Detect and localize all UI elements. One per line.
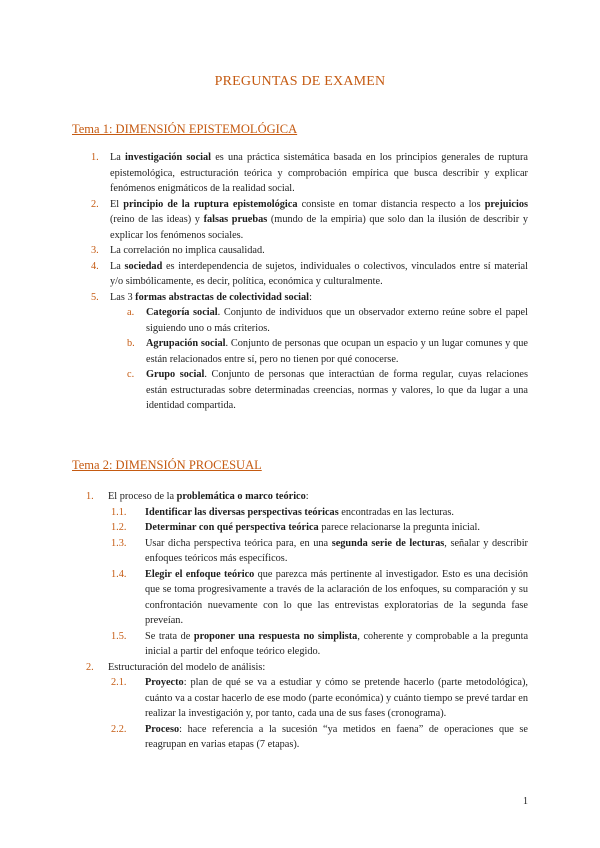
list-marker: 2. <box>91 198 99 210</box>
sublist-marker: 1.5. <box>111 630 127 642</box>
bold-term: Identificar las diversas perspectivas teóricas <box>145 506 339 518</box>
list-marker: 1. <box>86 491 94 502</box>
bold-term: Agrupación social <box>146 338 226 349</box>
sublist-item: 1.2. Determinar con qué perspectiva teórica parece relacionarse la pregunta inicial. <box>145 520 528 536</box>
bold-term: prejuicios <box>484 198 528 210</box>
bold-term: Grupo social <box>146 369 205 380</box>
bold-term: formas abstractas de colectividad social <box>135 291 310 303</box>
tema2-list <box>86 489 529 753</box>
sublist <box>111 505 529 660</box>
sublist-marker: c. <box>127 369 135 380</box>
list-item: 3. La correlación no implica causalidad. <box>110 243 528 259</box>
sublist <box>111 675 528 753</box>
bold-term: Proceso <box>145 723 180 735</box>
sublist <box>127 305 528 414</box>
list-item: 1. La investigación social es una práctica sistemática basada en los principios generales de ruptura epistemológica, estructuración teórica y comprobación empírica que busca describir y explicar fenómenos enigmáticos de la realidad social. <box>91 152 528 194</box>
sublist-item: a. Categoría social. Conjunto de individuos que un observador externo reúne sobre el papel siguiendo uno o más criterios. <box>127 307 528 334</box>
bold-term: problemática o marco teórico <box>176 491 306 502</box>
bold-term: investigación social <box>125 152 212 163</box>
bold-term: Categoría social <box>146 307 218 318</box>
sublist-item: 2.1. Proyecto: plan de qué se va a estudiar y cómo se pretende hacerlo (parte metodológica), cuánto va a costar hacerlo de ese modo (parte económica) y cuánto tiempo se prevé tardar en realizar la investigación y, por tanto, cada una de sus fases (cronograma). <box>111 677 528 719</box>
sublist-marker: 2.2. <box>111 723 127 735</box>
sublist-item: 1.3. Usar dicha perspectiva teórica para, en una segunda serie de lecturas, señalar y describir enfoques teóricos más específicos. <box>111 537 528 564</box>
section-heading-tema2: Tema 2: DIMENSIÓN PROCESUAL <box>72 458 262 472</box>
bold-term: Determinar con qué perspectiva teórica <box>145 522 319 533</box>
bold-term: falsas pruebas <box>203 214 268 225</box>
list-marker: 2. <box>86 661 94 673</box>
sublist-marker: 1.3. <box>111 537 127 549</box>
list-marker: 4. <box>91 260 99 272</box>
bold-term: principio de la ruptura epistemológica <box>123 198 298 210</box>
list-item: 5. Las 3 formas abstractas de colectividad social: a. Categoría social. Conjunto de individuos que un observador externo reúne sobre el papel siguiendo uno o más criterios. b. Agrupación social. Conjunto de personas que ocupan un espacio y un lugar comunes y que están relacionados entre sí, pero no tienen por qué conocerse. c. Grupo social. Conjunto de personas que interactúan de forma regular, cuyas relaciones están estructuradas sobre determinadas creencias, normas y valores, lo que da lugar a una identidad compartida. <box>110 290 528 414</box>
list-marker: 3. <box>91 245 99 256</box>
section-heading-tema1: Tema 1: DIMENSIÓN EPISTEMOLÓGICA <box>72 122 298 136</box>
sublist-item: b. Agrupación social. Conjunto de personas que ocupan un espacio y un lugar comunes y que están relacionados entre sí, pero no tienen por qué conocerse. <box>127 338 528 365</box>
list-item: 2. El principio de la ruptura epistemológica consiste en tomar distancia respecto a los prejuicios (reino de las ideas) y falsas pruebas (mundo de la empiria) que solo dan la ilusión de describir y explicar los fenómenos sociales. <box>91 198 528 241</box>
sublist-item: 1.4. Elegir el enfoque teórico que parezca más pertinente al investigador. Esto es una decisión que se toma progresivamente a través de la aclaración de los enfoques, su comparación y su confrontación nuevamente con lo que las entrevistas exploratorias de la segunda fase preveían. <box>111 568 528 626</box>
bold-term: Proyecto <box>145 677 184 688</box>
list-item: 4. La sociedad es interdependencia de sujetos, individuales o colectivos, vinculados entre sí material y/o simbólicamente, es decir, política, económica y culturalmente. <box>91 260 528 287</box>
sublist-marker: 1.4. <box>111 568 127 580</box>
sublist-marker: 1.2. <box>111 522 127 533</box>
bold-term: segunda serie de lecturas <box>331 537 445 549</box>
list-item: 2. Estructuración del modelo de análisis: 2.1. Proyecto: plan de qué se va a estudiar y cómo se pretende hacerlo (parte metodológica), cuánto va a costar hacerlo de ese modo (parte económica) y cuánto tiempo se prevé tardar en realizar la investigación y, por tanto, cada una de sus fases (cronograma). 2.2. Proceso: hace referencia a la sucesión “ya metidos en faena” de operaciones que se reagrupan en varias etapas (7 etapas). <box>108 660 528 753</box>
bold-term: Elegir el enfoque teórico <box>145 568 255 580</box>
list-marker: 1. <box>91 152 99 163</box>
sublist-marker: a. <box>127 307 135 318</box>
sublist-marker: 1.1. <box>111 506 127 518</box>
sublist-item: c. Grupo social. Conjunto de personas que interactúan de forma regular, cuyas relaciones están estructuradas sobre determinadas creencias, normas y valores, lo que da lugar a una identidad compartida. <box>127 369 528 411</box>
list-marker: 5. <box>91 291 99 303</box>
list-item: 1. El proceso de la problemática o marco teórico: 1.1. Identificar las diversas perspectivas teóricas encontradas en las lecturas. 1.2. Determinar con qué perspectiva teórica parece relacionarse la pregunta inicial. 1.3. Usar dicha perspectiva teórica para, en una segunda serie de lecturas, señalar y describir enfoques teóricos más específicos. 1.4. Elegir el enfoque teórico que parezca más pertinente al investigador. Esto es una decisión que se toma progresivamente a través de la aclaración de los enfoques, su comparación y su confrontación nuevamente con lo que las entrevistas exploratorias de la segunda fase preveían. 1.5. Se trata de proponer una respuesta no simplista, coherente y comprobable a la pregunta inicial a partir del enfoque teórico elegido. <box>108 489 528 660</box>
bold-term: proponer una respuesta no simplista <box>193 630 358 642</box>
page-number: 1 <box>523 796 528 807</box>
sublist-marker: 2.1. <box>111 677 127 688</box>
sublist-marker: b. <box>127 338 135 349</box>
sublist-item: 1.5. Se trata de proponer una respuesta no simplista, coherente y comprobable a la pregunta inicial a partir del enfoque teórico elegido. <box>111 630 529 657</box>
bold-term: sociedad <box>124 260 163 272</box>
tema1-list <box>91 150 528 414</box>
sublist-item: 2.2. Proceso: hace referencia a la sucesión “ya metidos en faena” de operaciones que se reagrupan en varias etapas (7 etapas). <box>111 723 528 750</box>
document-title: PREGUNTAS DE EXAMEN <box>214 74 386 89</box>
sublist-item: 1.1. Identificar las diversas perspectivas teóricas encontradas en las lecturas. <box>145 505 528 521</box>
